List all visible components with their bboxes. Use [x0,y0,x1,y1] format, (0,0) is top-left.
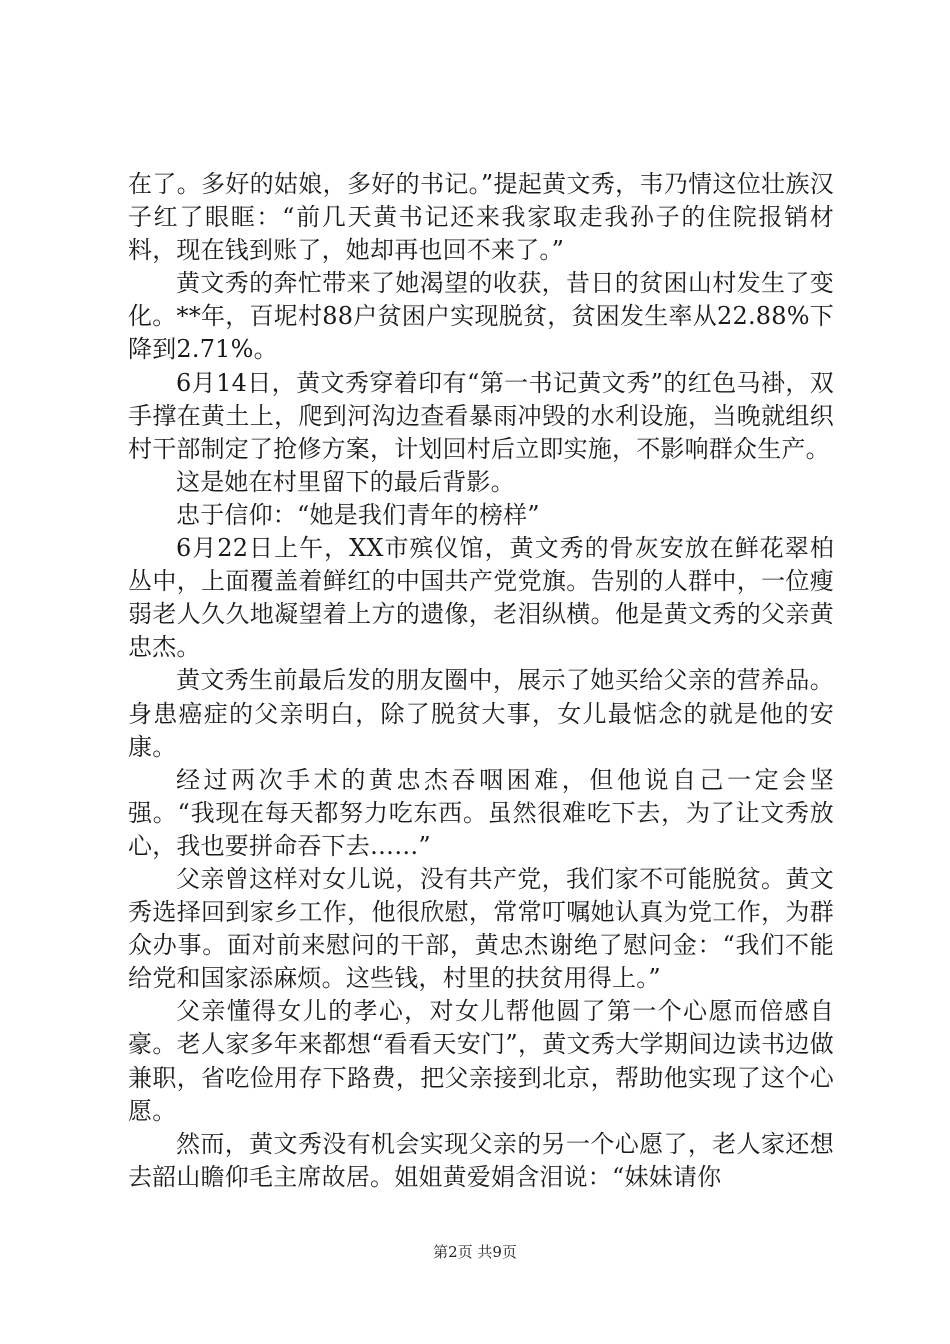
paragraph: 黄文秀生前最后发的朋友圈中，展示了她买给父亲的营养品。身患癌症的父亲明白，除了脱贫大事，女儿最惦念的就是他的安康。 [128,666,834,761]
paragraph: 在了。多好的姑娘，多好的书记。”提起黄文秀，韦乃情这位壮族汉子红了眼眶：“前几天黄书记还来我家取走我孙子的住院报销材料，现在钱到账了，她却再也回不来了。” [128,170,834,265]
paragraph: 然而，黄文秀没有机会实现父亲的另一个心愿了，老人家还想去韶山瞻仰毛主席故居。姐姐黄爱娟含泪说：“妹妹请你 [128,1129,834,1191]
paragraph: 经过两次手术的黄忠杰吞咽困难，但他说自己一定会坚强。“我现在每天都努力吃东西。虽然很难吃下去，为了让文秀放心，我也要拼命吞下去……” [128,765,834,860]
paragraph: 6月22日上午，XX市殡仪馆，黄文秀的骨灰安放在鲜花翠柏丛中，上面覆盖着鲜红的中国共产党党旗。告别的人群中，一位瘦弱老人久久地凝望着上方的遗像，老泪纵横。他是黄文秀的父亲黄忠杰。 [128,534,834,662]
body-text [128,168,834,1194]
paragraph: 这是她在村里留下的最后背影。 [176,467,515,496]
paragraph: 黄文秀的奔忙带来了她渴望的收获，昔日的贫困山村发生了变化。**年，百坭村88户贫困户实现脱贫，贫困发生率从22.88%下降到2.71%。 [128,269,834,364]
page-footer: 第2页 共9页 [433,1243,517,1261]
paragraph: 父亲曾这样对女儿说，没有共产党，我们家不可能脱贫。黄文秀选择回到家乡工作，他很欣慰，常常叮嘱她认真为党工作，为群众办事。面对前来慰问的干部，黄忠杰谢绝了慰问金：“我们不能给党和国家添麻烦。这些钱，村里的扶贫用得上。” [128,864,834,993]
paragraph: 6月14日，黄文秀穿着印有“第一书记黄文秀”的红色马褂，双手撑在黄土上，爬到河沟边查看暴雨冲毁的水利设施，当晚就组织村干部制定了抢修方案，计划回村后立即实施，不影响群众生产。 [128,368,834,463]
paragraph: 父亲懂得女儿的孝心，对女儿帮他圆了第一个心愿而倍感自豪。老人家多年来都想“看看天安门”，黄文秀大学期间边读书边做兼职，省吃俭用存下路费，把父亲接到北京，帮助他实现了这个心愿。 [128,997,834,1125]
section-heading: 忠于信仰：“她是我们青年的榜样” [176,500,540,529]
